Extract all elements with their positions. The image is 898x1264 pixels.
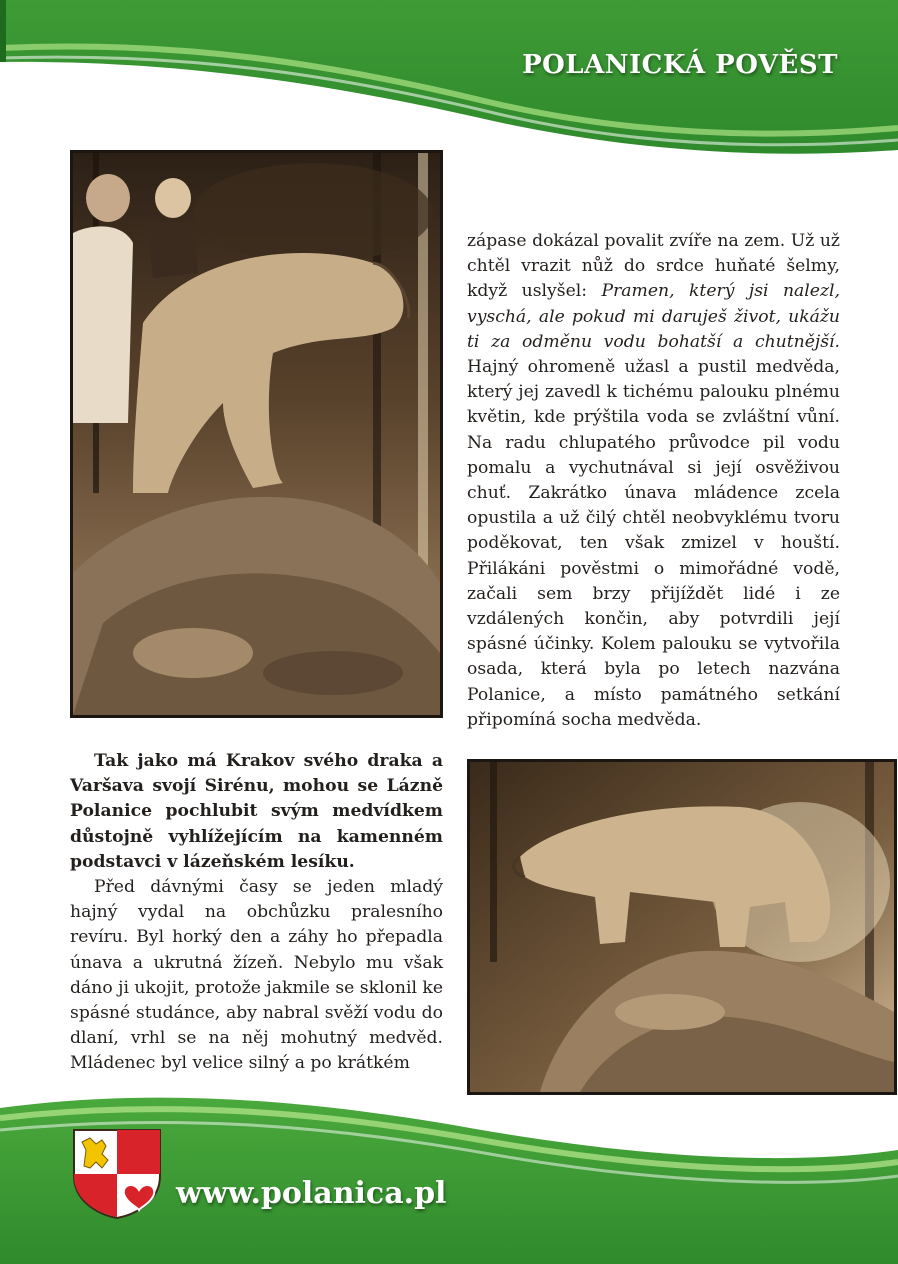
photo-bear-statue-with-child [70, 150, 443, 718]
section-title: POLANICKÁ POVĚST [522, 50, 838, 80]
bear-quote: Pramen, který jsi nalezl, vyschá, ale pokud mi daruješ život, ukážu ti za odměnu vodu bohatší a chutnější. [467, 281, 840, 352]
photo-bear-statue-on-rock [467, 759, 897, 1095]
website-url: www.polanica.pl [176, 1176, 447, 1211]
header-wave-banner [0, 0, 898, 160]
lead-paragraph: Tak jako má Krakov svého draka a Varšava svojí Sirénu, mohou se Lázně Polanice pochlubit svým medvídkem důstojně vyhlížejícím na kamenném podstavci v lázeňském lesíku. [70, 751, 443, 872]
polanica-coat-of-arms-icon [72, 1128, 162, 1220]
narrative-text-continued: Hajný ohromeně užasl a pustil medvěda, který jej zavedl k tichému palouku plnému květin, kde prýštila voda se zvláštní vůní. Na radu chlupatého průvodce pil vodu pomalu a vychutnával si její osvěživou chuť. Zakrátko únava mládence zcela opustila a už čilý chtěl neobvyklému tvoru poděkovat, ten však zmizel v houští. Přilákáni pověstmi o mimořádné vodě, začali sem brzy přijíždět lidé i ze vzdálených končin, aby potvrdili její spásné účinky. Kolem palouku se vytvořila osada, která byla po letech nazvána Polanice, a místo památného setkání připomíná socha medvěda. [467, 357, 840, 730]
story-paragraph: Před dávnými časy se jeden mladý hajný vydal na obchůzku pralesního revíru. Byl horký den a záhy ho přepadla únava a ukrutná žízeň. Nebylo mu však dáno ji ukojit, protože jakmile se sklonil ke spásné studánce, aby nabral svěží vodu do dlaní, vrhl se na něj mohutný medvěd. Mládenec byl velice silný a po krátkém [70, 877, 443, 1074]
article-text-left-column [70, 749, 443, 1077]
narrative-text: zápase dokázal povalit zvíře na zem. Už už chtěl vrazit nůž do srdce huňaté šelmy, když uslyšel: [467, 231, 840, 302]
article-text-right-column [467, 229, 840, 733]
